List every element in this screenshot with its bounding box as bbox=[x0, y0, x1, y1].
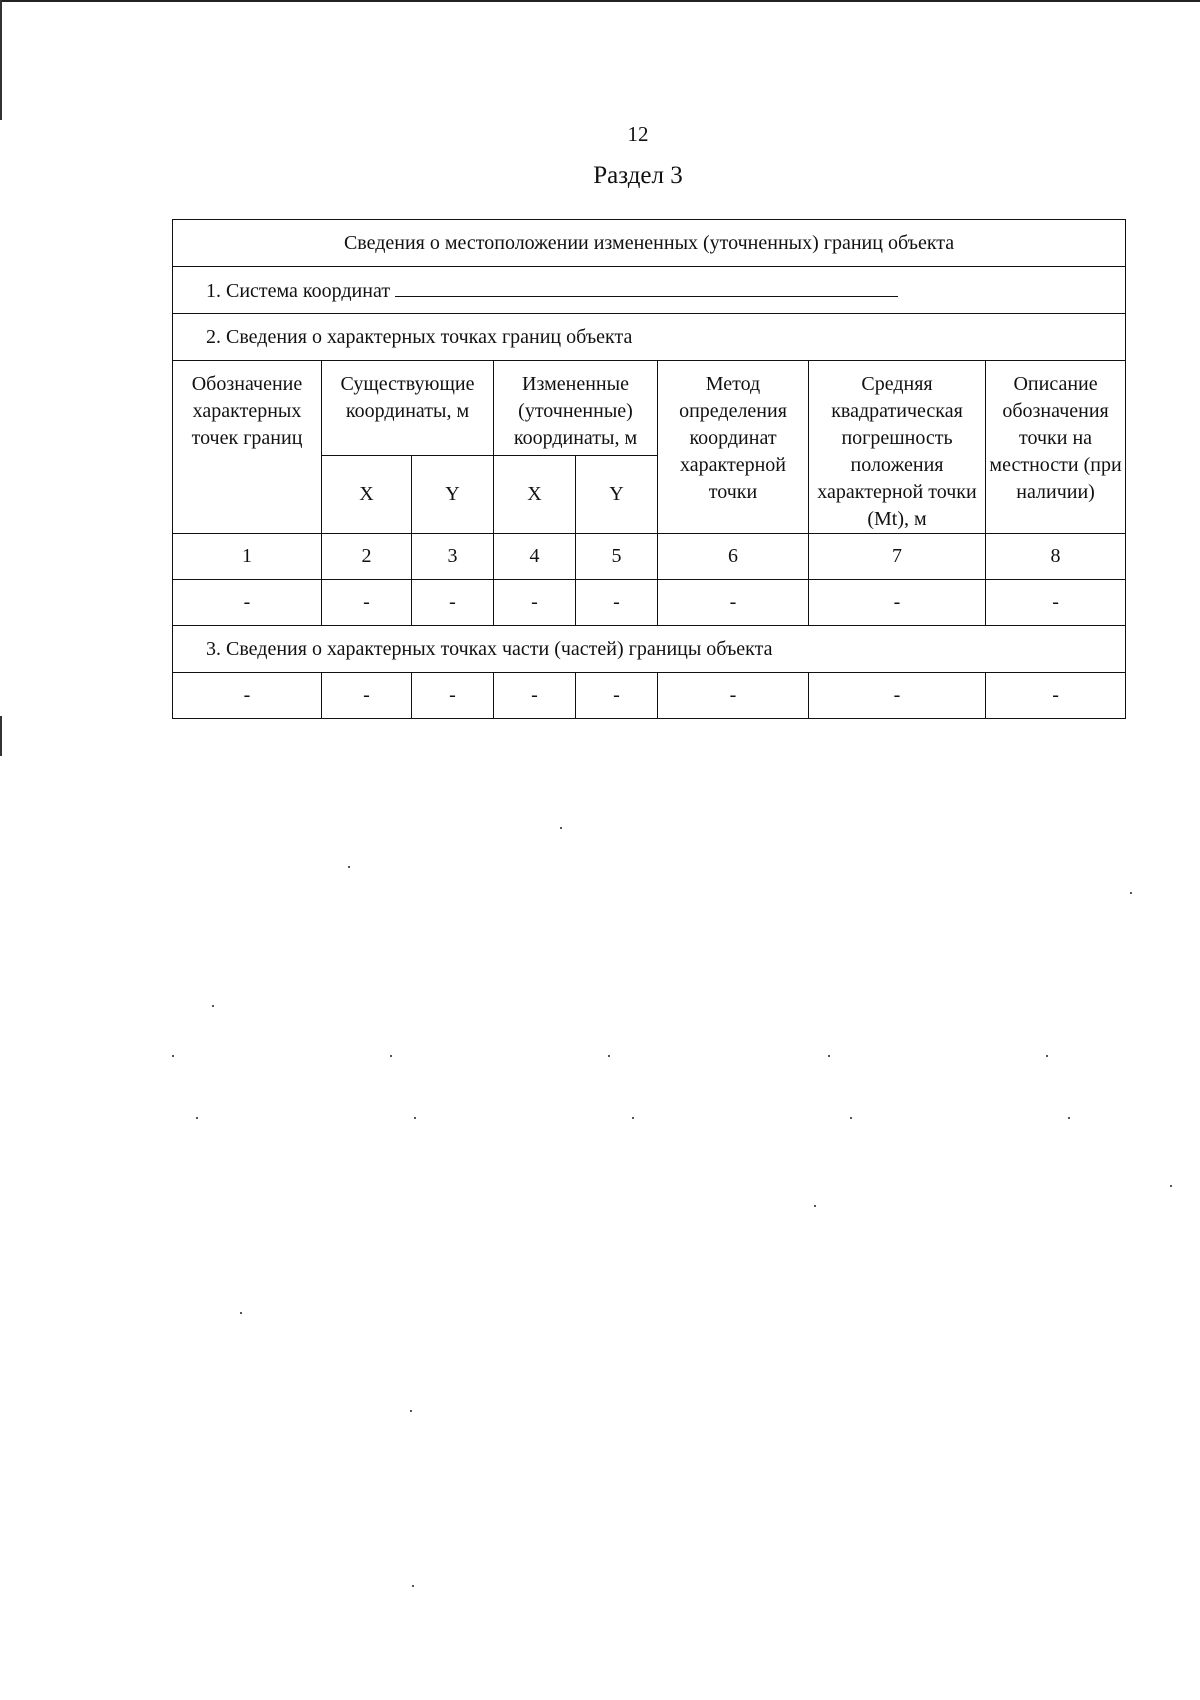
scan-speck bbox=[240, 1312, 242, 1314]
table-cell: - bbox=[658, 673, 809, 719]
column-number: 1 bbox=[173, 534, 322, 580]
scan-speck bbox=[850, 1117, 852, 1119]
sub-header-y-changed: Y bbox=[576, 456, 658, 534]
scan-speck bbox=[212, 1005, 214, 1007]
table-row bbox=[173, 580, 1126, 626]
scan-top-edge bbox=[0, 0, 1200, 2]
header-existing-coords: Существующие координаты, м bbox=[322, 361, 494, 456]
table-title-row bbox=[173, 220, 1126, 267]
scan-speck bbox=[608, 1055, 610, 1057]
scan-left-edge-mark bbox=[0, 0, 2, 120]
header-designation: Обозначение характерных точек границ bbox=[173, 361, 322, 534]
column-number: 6 bbox=[658, 534, 809, 580]
parts-section-row bbox=[173, 626, 1126, 673]
column-number-row bbox=[173, 534, 1126, 580]
table-title: Сведения о местоположении измененных (уточненных) границ объекта bbox=[173, 220, 1126, 267]
scan-speck bbox=[390, 1055, 392, 1057]
parts-section-title: 3. Сведения о характерных точках части (частей) границы объекта bbox=[173, 626, 1126, 673]
table-cell: - bbox=[322, 580, 412, 626]
table-cell: - bbox=[576, 673, 658, 719]
header-mean-error: Средняя квадратическая погрешность положения характерной точки (Mt), м bbox=[809, 361, 986, 534]
table-cell: - bbox=[658, 580, 809, 626]
sub-header-x-changed: X bbox=[494, 456, 576, 534]
coordinate-system-label: 1. Система координат bbox=[206, 279, 391, 302]
points-section-row bbox=[173, 314, 1126, 361]
table-cell: - bbox=[173, 673, 322, 719]
scan-speck bbox=[632, 1117, 634, 1119]
coordinate-system-cell bbox=[173, 267, 1126, 314]
scan-speck bbox=[196, 1117, 198, 1119]
coordinate-system-blank bbox=[395, 278, 898, 297]
table-cell: - bbox=[494, 673, 576, 719]
table-cell: - bbox=[576, 580, 658, 626]
table-cell: - bbox=[412, 580, 494, 626]
table-cell: - bbox=[322, 673, 412, 719]
points-section-title: 2. Сведения о характерных точках границ объекта bbox=[173, 314, 1126, 361]
column-number: 8 bbox=[986, 534, 1126, 580]
scan-speck bbox=[414, 1117, 416, 1119]
table-cell: - bbox=[412, 673, 494, 719]
scan-speck bbox=[828, 1055, 830, 1057]
column-number: 2 bbox=[322, 534, 412, 580]
coordinate-system-row bbox=[173, 267, 1126, 314]
sub-header-x-existing: X bbox=[322, 456, 412, 534]
header-changed-coords: Измененные (уточненные) координаты, м bbox=[494, 361, 658, 456]
section-title: Раздел 3 bbox=[593, 162, 683, 189]
scan-left-edge-mark bbox=[0, 716, 2, 756]
scan-speck bbox=[1068, 1117, 1070, 1119]
column-number: 4 bbox=[494, 534, 576, 580]
scan-speck bbox=[410, 1410, 412, 1412]
table-row bbox=[173, 673, 1126, 719]
scan-speck bbox=[1170, 1185, 1172, 1187]
column-number: 7 bbox=[809, 534, 986, 580]
table-cell: - bbox=[809, 580, 986, 626]
scan-speck bbox=[1046, 1055, 1048, 1057]
table-cell: - bbox=[173, 580, 322, 626]
scan-speck bbox=[560, 827, 562, 829]
table-cell: - bbox=[494, 580, 576, 626]
table-cell: - bbox=[986, 673, 1126, 719]
table-cell: - bbox=[986, 580, 1126, 626]
page-number: 12 bbox=[627, 122, 649, 146]
scan-speck bbox=[348, 866, 350, 868]
header-method: Метод определения координат характерной точки bbox=[658, 361, 809, 534]
column-number: 3 bbox=[412, 534, 494, 580]
scan-speck bbox=[814, 1205, 816, 1207]
header-row bbox=[173, 361, 1126, 456]
sub-header-y-existing: Y bbox=[412, 456, 494, 534]
header-description: Описание обозначения точки на местности (при наличии) bbox=[986, 361, 1126, 534]
table-cell: - bbox=[809, 673, 986, 719]
scan-speck bbox=[172, 1055, 174, 1057]
scan-speck bbox=[1130, 892, 1132, 894]
column-number: 5 bbox=[576, 534, 658, 580]
boundary-points-table bbox=[172, 219, 1126, 719]
scan-speck bbox=[412, 1585, 414, 1587]
